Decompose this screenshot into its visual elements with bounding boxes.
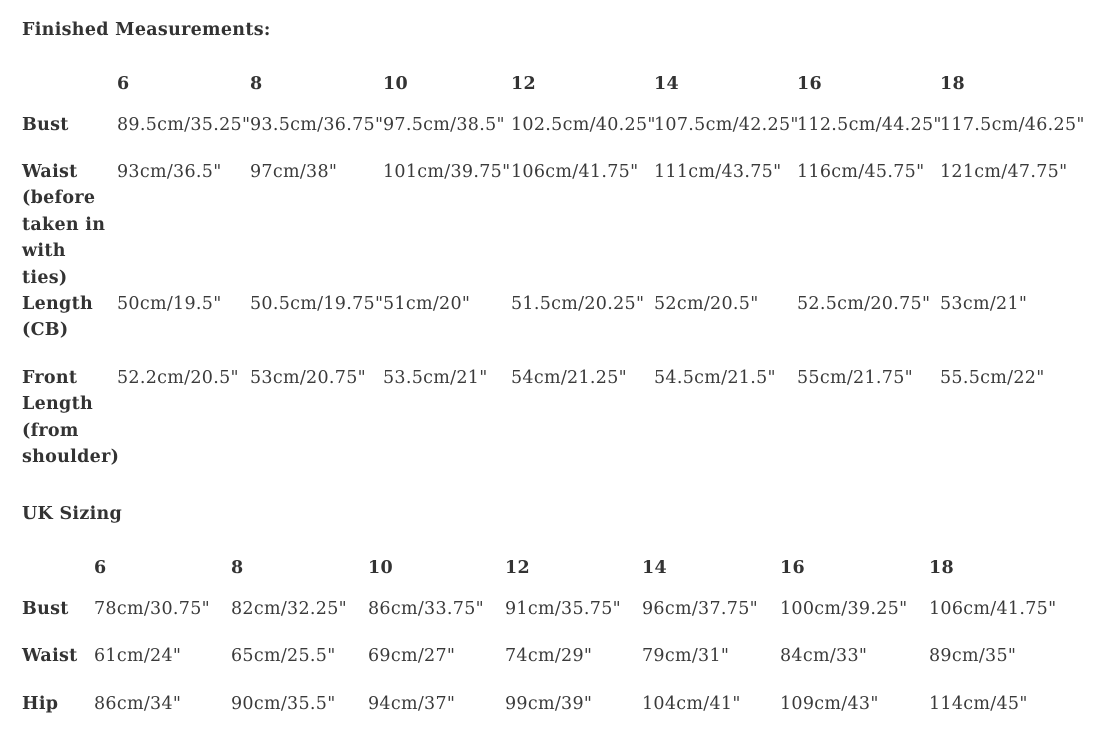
- measurement-cell: 55.5cm/22": [940, 368, 1045, 389]
- measurement-cell: 93.5cm/36.75": [250, 115, 384, 135]
- measurement-cell: 94cm/37": [368, 694, 456, 714]
- size-header: 8: [231, 558, 244, 578]
- measurement-cell: 91cm/35.75": [505, 599, 622, 619]
- size-header-row: [22, 555, 1072, 596]
- size-header: 10: [368, 558, 393, 578]
- measurement-cell: 90cm/35.5": [231, 694, 336, 714]
- table-row: [22, 112, 1092, 159]
- measurement-cell: 69cm/27": [368, 646, 456, 666]
- row-label: Front Length (from shoulder): [22, 368, 120, 468]
- measurement-cell: 116cm/45.75": [797, 162, 925, 182]
- measurement-cell: 111cm/43.75": [654, 162, 782, 182]
- measurement-cell: 97cm/38": [250, 162, 338, 182]
- size-header-row: [22, 71, 1092, 112]
- size-header: 6: [117, 74, 130, 94]
- measurement-cell: 50.5cm/19.75": [250, 294, 384, 315]
- measurement-cell: 78cm/30.75": [94, 599, 211, 619]
- measurement-cell: 65cm/25.5": [231, 646, 336, 666]
- size-header: 8: [250, 74, 263, 94]
- empty-corner-cell: [22, 555, 94, 596]
- uk-sizing-heading: UK Sizing: [22, 504, 123, 524]
- measurement-cell: 117.5cm/46.25": [940, 115, 1085, 135]
- measurement-cell: 84cm/33": [780, 646, 868, 666]
- size-header: 6: [94, 558, 107, 578]
- measurement-cell: 93cm/36.5": [117, 162, 222, 182]
- row-label: Hip: [22, 694, 59, 714]
- measurement-cell: 52cm/20.5": [654, 294, 759, 315]
- measurement-cell: 51.5cm/20.25": [511, 294, 645, 315]
- size-header: 18: [940, 74, 965, 94]
- table-row: [22, 596, 1072, 643]
- finished-measurements-heading: Finished Measurements:: [22, 20, 271, 40]
- row-label: Length (CB): [22, 294, 94, 341]
- size-header: 14: [654, 74, 679, 94]
- measurement-cell: 99cm/39": [505, 694, 593, 714]
- measurement-cell: 54.5cm/21.5": [654, 368, 776, 389]
- measurement-cell: 109cm/43": [780, 694, 879, 714]
- table-row: [22, 691, 1072, 731]
- measurement-cell: 97.5cm/38.5": [383, 115, 505, 135]
- measurement-cell: 112.5cm/44.25": [797, 115, 942, 135]
- measurement-cell: 52.5cm/20.75": [797, 294, 931, 315]
- measurement-cell: 53cm/21": [940, 294, 1028, 315]
- measurement-cell: 61cm/24": [94, 646, 182, 666]
- size-header: 12: [505, 558, 530, 578]
- row-label: Bust: [22, 599, 69, 619]
- measurement-cell: 106cm/41.75": [929, 599, 1057, 619]
- measurement-cell: 86cm/33.75": [368, 599, 485, 619]
- measurement-cell: 106cm/41.75": [511, 162, 639, 182]
- table-row: [22, 291, 1092, 365]
- measurement-cell: 51cm/20": [383, 294, 471, 315]
- measurement-cell: 100cm/39.25": [780, 599, 908, 619]
- measurement-cell: 52.2cm/20.5": [117, 368, 239, 389]
- row-label: Waist: [22, 646, 78, 666]
- table-row: [22, 159, 1092, 291]
- row-label: Bust: [22, 115, 69, 135]
- measurement-cell: 107.5cm/42.25": [654, 115, 799, 135]
- measurement-cell: 54cm/21.25": [511, 368, 628, 389]
- measurement-cell: 53cm/20.75": [250, 368, 367, 389]
- size-header: 18: [929, 558, 954, 578]
- measurement-cell: 114cm/45": [929, 694, 1028, 714]
- measurement-cell: 53.5cm/21": [383, 368, 488, 389]
- measurement-cell: 96cm/37.75": [642, 599, 759, 619]
- size-header: 16: [797, 74, 822, 94]
- size-header: 10: [383, 74, 408, 94]
- table-row: [22, 365, 1092, 475]
- measurement-cell: 101cm/39.75": [383, 162, 511, 182]
- uk-sizing-table: [22, 555, 1072, 731]
- row-label: Waist (before taken in with ties): [22, 162, 106, 288]
- measurement-cell: 74cm/29": [505, 646, 593, 666]
- measurement-cell: 50cm/19.5": [117, 294, 222, 315]
- size-header: 14: [642, 558, 667, 578]
- measurement-cell: 121cm/47.75": [940, 162, 1068, 182]
- table-row: [22, 643, 1072, 691]
- measurement-cell: 55cm/21.75": [797, 368, 914, 389]
- measurement-cell: 102.5cm/40.25": [511, 115, 656, 135]
- measurement-cell: 82cm/32.25": [231, 599, 348, 619]
- measurement-cell: 104cm/41": [642, 694, 741, 714]
- finished-measurements-table: [22, 71, 1092, 475]
- measurement-cell: 89cm/35": [929, 646, 1017, 666]
- measurement-cell: 79cm/31": [642, 646, 730, 666]
- measurement-cell: 89.5cm/35.25": [117, 115, 251, 135]
- size-header: 12: [511, 74, 536, 94]
- measurement-cell: 86cm/34": [94, 694, 182, 714]
- empty-corner-cell: [22, 71, 117, 112]
- size-header: 16: [780, 558, 805, 578]
